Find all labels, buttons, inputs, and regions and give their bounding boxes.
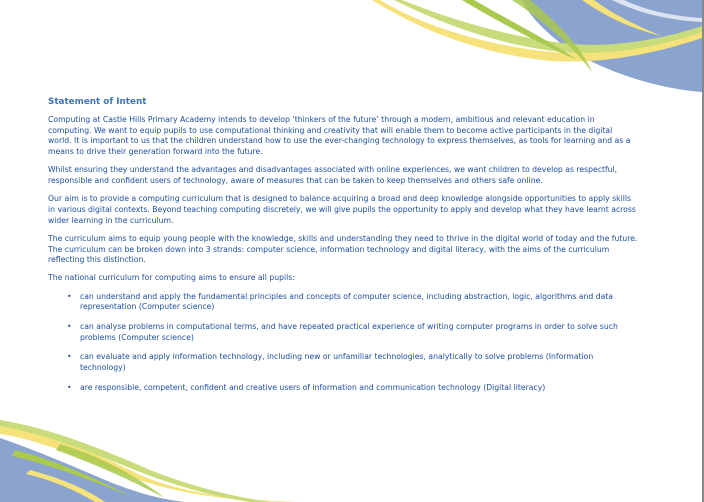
paragraph-intent: Computing at Castle Hills Primary Academy intends to develop ‘thinkers of the future’ through a modern, ambitious and relevant education in computing. We want to equip pupils to use computational thinking and creativity that will enable them to become active participants in the digital world. It is important to us that the children understand how to use the ever-changing technology to express themselves, as tools for learning and as a means to drive their generation forward into the future. (48, 115, 631, 157)
statement-content (48, 97, 638, 403)
national-curriculum-aims-list (48, 292, 638, 394)
bullet-icon: • (67, 322, 72, 332)
list-item-text: can analyse problems in computational terms, and have repeated practical experience of writing computer programs in order to solve such problems (Computer science) (80, 322, 618, 342)
list-item-text: can evaluate and apply information technology, including new or unfamiliar technologies, analytically to solve problems (Information technology) (80, 352, 594, 373)
list-item (67, 352, 638, 373)
list-item-text: are responsible, competent, confident and creative users of information and communication technology (Digital literacy) (80, 382, 546, 392)
list-item (67, 292, 638, 313)
list-item-text: can understand and apply the fundamental principles and concepts of computer science, including abstraction, logic, algorithms and data representation (Computer science) (80, 291, 614, 312)
bullet-icon: • (67, 382, 72, 392)
paragraph-national-curriculum-intro: The national curriculum for computing aims to ensure all pupils: (48, 273, 295, 283)
bullet-icon: • (67, 291, 72, 301)
list-item (67, 322, 638, 343)
bottom-left-swoosh-graphic (0, 420, 300, 502)
heading-statement-of-intent: Statement of Intent (48, 97, 147, 107)
paragraph-online-safety: Whilst ensuring they understand the advantages and disadvantages associated with online experiences, we want children to develop as respectful, responsible and confident users of technology, aware of measures that can be taken to keep themselves and others safe online. (48, 165, 618, 186)
list-item (67, 383, 638, 394)
paragraph-strands: The curriculum aims to equip young people with the knowledge, skills and understanding they need to thrive in the digital world of today and the future. The curriculum can be broken down into 3 strands: computer science, information technology and digital literacy, with the aims of the curriculum reflecting this distinction. (48, 233, 638, 265)
top-right-swoosh-graphic (362, 0, 702, 92)
bullet-icon: • (67, 352, 72, 362)
paragraph-curriculum-aim: Our aim is to provide a computing curriculum that is designed to balance acquiring a broad and deep knowledge alongside opportunities to apply skills in various digital contexts. Beyond teaching computing discretely, we will give pupils the opportunity to apply and develop what they have learnt across wider learning in the curriculum. (48, 194, 636, 225)
